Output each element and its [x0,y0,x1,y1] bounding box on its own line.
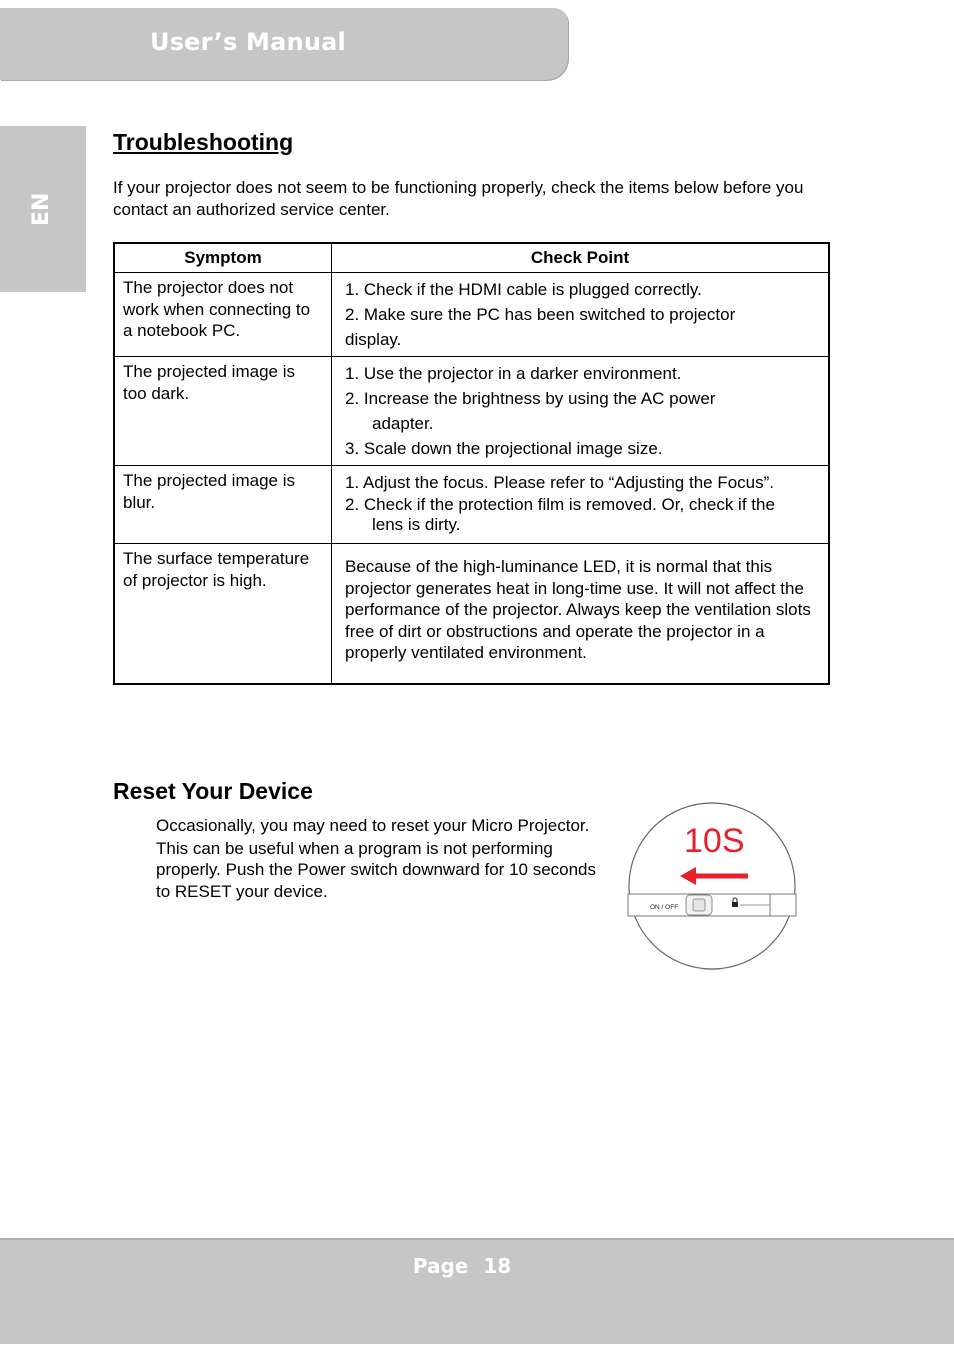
page-label: Page [412,1254,469,1278]
symptom-column-header: Symptom [114,243,332,273]
page-footer [0,1254,924,1278]
check-point-cell [332,466,830,544]
check-item: 1. Adjust the focus. Please refer to “Adjusting the Focus”. [345,473,775,492]
reset-paragraph: This can be useful when a program is not performing properly. Push the Power switch downward for 10 seconds to RESET your device. [156,838,597,901]
check-item: 2. Check if the protection film is removed. Or, check if the [345,495,775,514]
check-item: 1. Use the projector in a darker environment. [345,364,682,383]
check-item: 1. Check if the HDMI cable is plugged correctly. [345,280,702,299]
page-number: 18 [483,1254,512,1278]
troubleshooting-intro: If your projector does not seem to be functioning properly, check the items below before you contact an authorized service center. [113,178,804,219]
hold-time-label: 10S [684,822,745,860]
check-item-continuation: adapter. [372,414,434,433]
manual-title: User’s Manual [150,28,346,56]
reset-paragraph: Occasionally, you may need to reset your Micro Projector. [156,816,590,835]
table-row [114,544,829,684]
check-item: 2. Increase the brightness by using the AC power [345,389,716,408]
troubleshooting-heading: Troubleshooting [113,129,294,155]
check-item-continuation: lens is dirty. [372,515,461,534]
check-point-cell [332,357,830,466]
language-label: EN [29,192,54,226]
check-point-column-header: Check Point [332,243,830,273]
check-note: Because of the high-luminance LED, it is normal that this projector generates heat in long-time use. It will not affect the performance of the projector. Always keep the ventilation slots free of dirt or obstructions and operate the projector in a properly ventilated environment. [345,557,811,662]
symptom-cell: The surface temperature of projector is high. [114,544,332,684]
symptom-cell: The projected image is blur. [114,466,332,544]
symptom-cell: The projector does not work when connecting to a notebook PC. [114,273,332,357]
table-header-row [114,243,829,273]
reset-switch-illustration [620,800,805,975]
symptom-cell: The projected image is too dark. [114,357,332,466]
check-item: 2. Make sure the PC has been switched to projector display. [345,305,736,349]
check-point-cell [332,544,830,684]
table-row [114,273,829,357]
switch-label: ON / OFF [650,904,679,911]
table-row [114,466,829,544]
reset-heading: Reset Your Device [113,778,313,804]
troubleshooting-table [113,242,830,685]
table-row [114,357,829,466]
check-item: 3. Scale down the projectional image size. [345,439,663,458]
reset-instructions [156,815,606,903]
check-point-cell [332,273,830,357]
